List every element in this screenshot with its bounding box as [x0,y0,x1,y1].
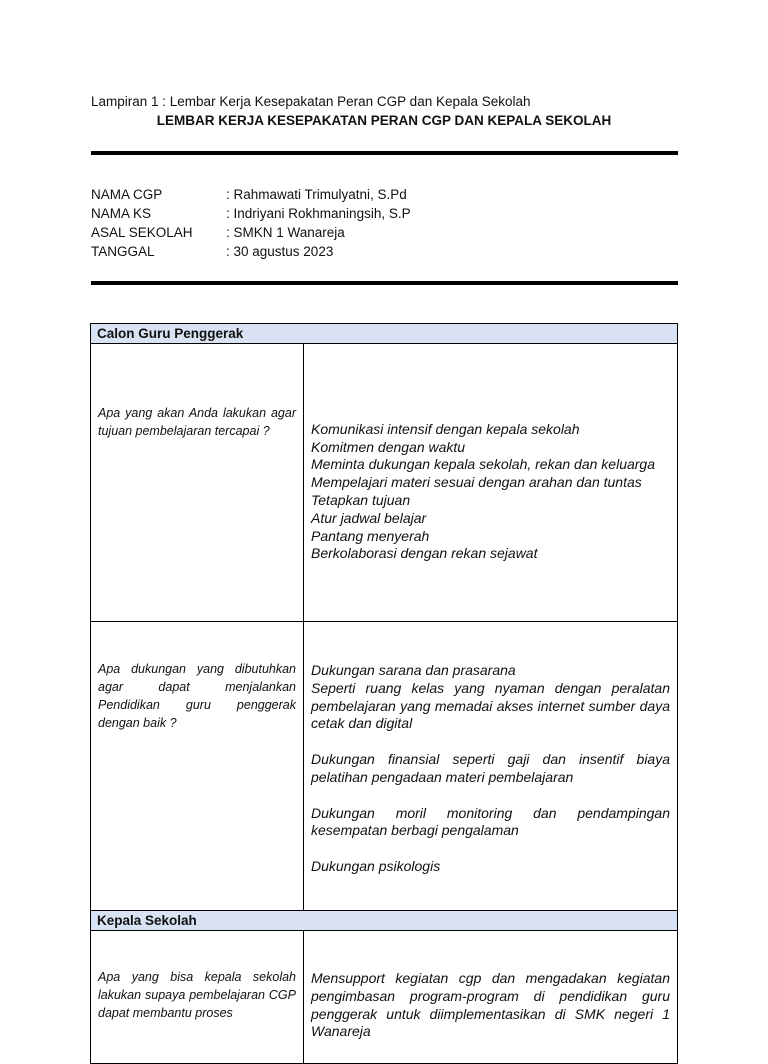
info-value: : 30 agustus 2023 [226,244,334,259]
answer-cell [304,344,678,622]
answer-line: Tetapkan tujuan [311,492,411,508]
answer-cell [304,931,678,1064]
question-cell [91,931,304,1064]
info-row-tanggal [91,242,411,261]
answer-line: Meminta dukungan kepala sekolah, rekan dan keluarga [311,456,656,473]
divider-top [91,151,678,155]
document-title: LEMBAR KERJA KESEPAKATAN PERAN CGP DAN KEPALA SEKOLAH [156,113,612,128]
info-value: : Rahmawati Trimulyatni, S.Pd [226,187,407,202]
info-label: NAMA KS [91,206,152,221]
info-row-asal-sekolah [91,223,411,242]
attachment-line: Lampiran 1 : Lembar Kerja Kesepakatan Peran CGP dan Kepala Sekolah [91,94,531,109]
table-row [91,344,678,622]
question-text: Apa yang bisa kepala sekolah lakukan supaya pembelajaran CGP dapat membantu proses [98,970,296,1020]
answer-line: Mensupport kegiatan cgp dan mengadakan kegiatan pengimbasan program-program di pendidikan guru penggerak untuk diimplementasikan di SMK negeri 1 Wanareja [311,969,670,1040]
info-row-nama-ks [91,204,411,223]
answer-cell [304,622,678,911]
answer-line: Dukungan finansial seperti gaji dan insentif biaya pelatihan pengadaan materi pembelajaran [311,751,670,785]
table-row [91,931,678,1064]
info-label: NAMA CGP [91,187,163,202]
section-header-row [91,324,678,344]
info-value: : SMKN 1 Wanareja [226,225,345,240]
info-label: ASAL SEKOLAH [91,225,193,240]
answer-line: Berkolaborasi dengan rekan sejawat [311,545,538,562]
question-text: Apa yang akan Anda lakukan agar tujuan pembelajaran tercapai ? [98,406,296,438]
section-heading-cgp: Calon Guru Penggerak [91,324,678,344]
answer-line: Komunikasi intensif dengan kepala sekolah [311,420,580,437]
section-header-row [91,911,678,931]
question-text: Apa dukungan yang dibutuhkan agar dapat menjalankan Pendidikan guru penggerak dengan baik ? [98,662,296,730]
question-cell [91,344,304,622]
answer-line: Dukungan psikologis [311,858,441,875]
answer-line: Seperti ruang kelas yang nyaman dengan peralatan pembelajaran yang memadai akses internet sumber daya cetak dan digital [311,679,670,732]
section-heading-ks: Kepala Sekolah [91,911,678,931]
answer-line: Pantang menyerah [311,527,430,544]
agreement-table [90,323,678,1064]
divider-bottom [91,281,678,285]
paragraph-gap [311,733,670,751]
answer-line: Mempelajari materi sesuai dengan arahan dan tuntas [311,474,642,491]
info-value: : Indriyani Rokhmaningsih, S.P [226,206,411,221]
answer-line: Dukungan sarana dan prasarana [311,661,516,678]
table-row [91,622,678,911]
paragraph-gap [311,787,670,805]
info-label: TANGGAL [91,244,155,259]
answer-line: Atur jadwal belajar [311,509,427,526]
identity-block [91,185,411,261]
info-row-nama-cgp [91,185,411,204]
answer-line: Dukungan moril monitoring dan pendampingan kesempatan berbagi pengalaman [311,804,670,839]
paragraph-gap [311,840,670,858]
question-cell [91,622,304,911]
answer-line: Komitmen dengan waktu [311,438,466,455]
